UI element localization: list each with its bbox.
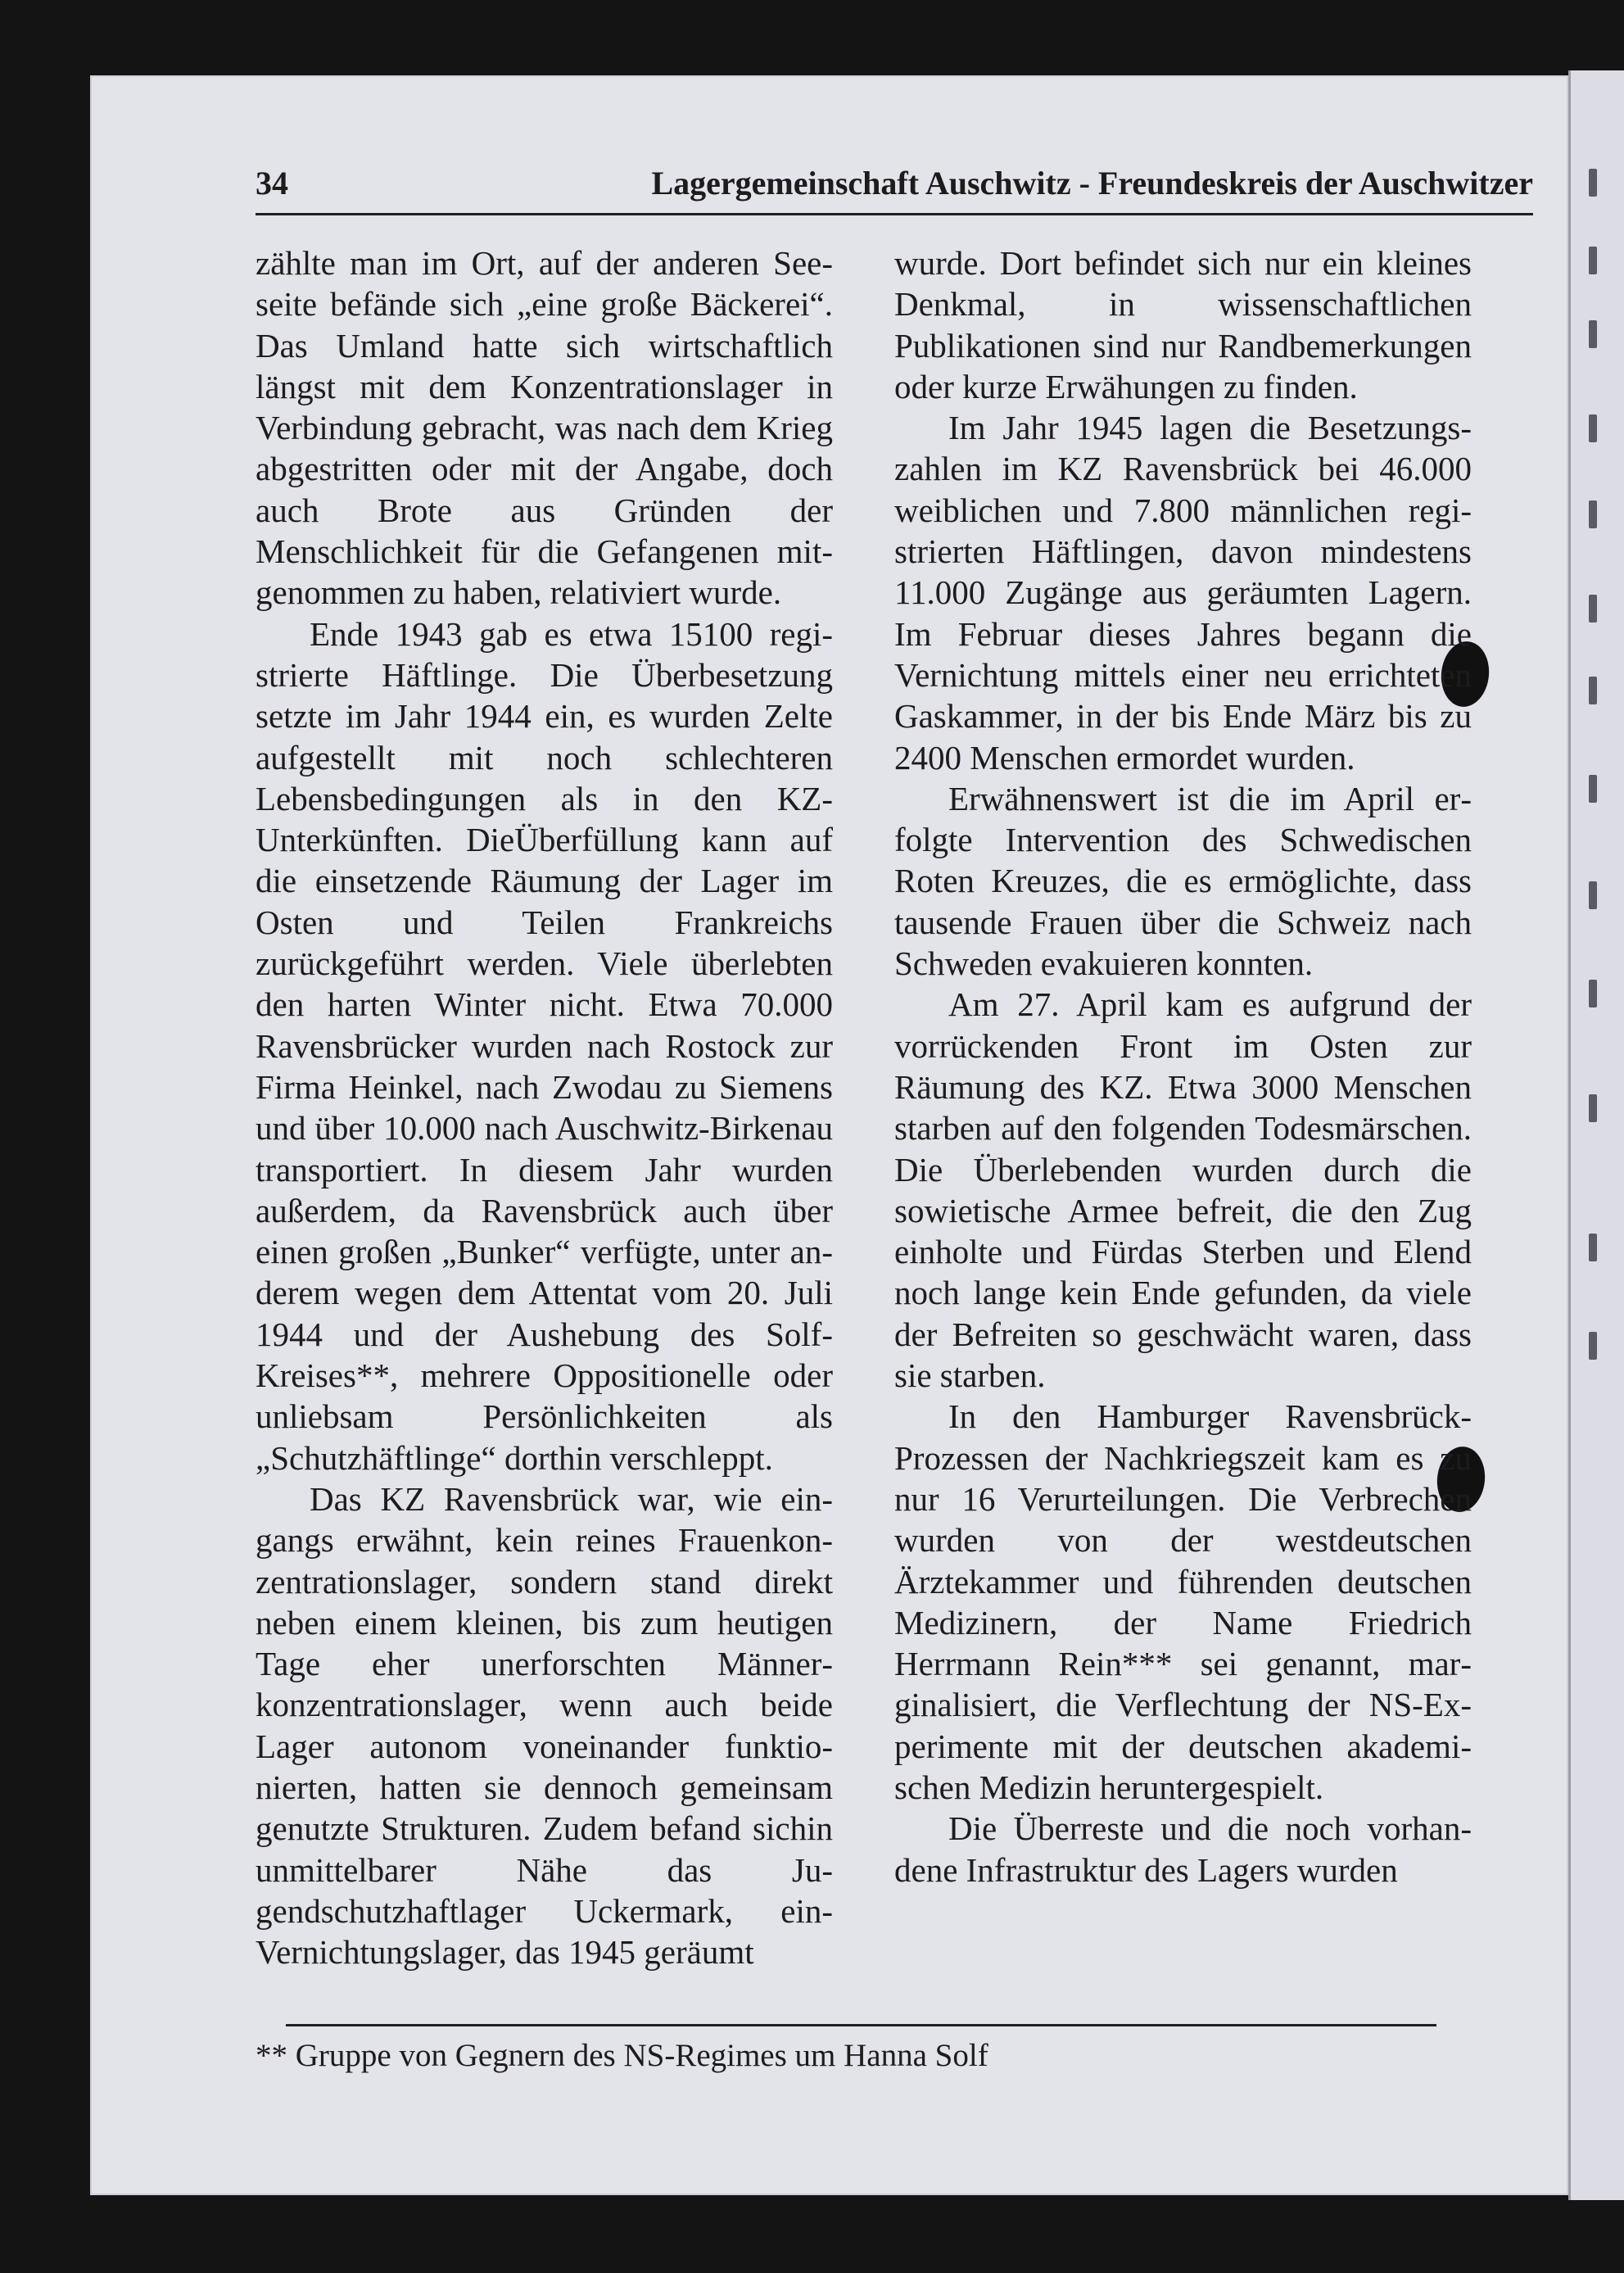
adjacent-page-text-fragment (1589, 595, 1597, 623)
adjacent-page-text-fragment (1589, 881, 1597, 909)
paragraph: Erwähnenswert ist die im April erfolgte Intervention des Schwedischen Roten Kreuzes, die es ermöglichte, dass tausende Frauen über die Schweiz nach Schweden evakuieren konnten. (894, 779, 1472, 983)
adjacent-page-text-fragment (1589, 414, 1597, 442)
page-header (256, 154, 1533, 215)
paragraph: wurde. Dort befindet sich nur ein kleines Denkmal, in wissenschaftlichen Publikationen sind nur Randbemerkungen oder kurze Erwähungen zu finden. (894, 244, 1472, 405)
adjacent-page-text-fragment (1589, 1332, 1597, 1360)
body-text (256, 242, 1472, 2012)
adjacent-page-text-fragment (1589, 775, 1597, 803)
paragraph: zählte man im Ort, auf der anderen Seeseite befände sich „eine große Bäckerei“. Das Umland hatte sich wirtschaftlich längst mit dem Konzentrationslager in Verbindung gebracht, was nach dem Krieg abgestritten oder mit der Angabe, doch auch Brote aus Gründen der Menschlichkeit für die Gefangenen mitgenommen zu haben, relativiert wurde. (256, 244, 833, 612)
adjacent-page-text-fragment (1589, 980, 1597, 1007)
footnote: ** Gruppe von Gegnern des NS-Regimes um Hanna Solf (256, 2038, 988, 2073)
adjacent-page-edge (1568, 70, 1624, 2200)
running-title: Lagergemeinschaft Auschwitz - Freundeskreis der Auschwitzer (651, 165, 1533, 201)
footnote-divider (286, 2024, 1436, 2026)
adjacent-page-text-fragment (1589, 677, 1597, 704)
adjacent-page-text-fragment (1589, 320, 1597, 348)
adjacent-page-text-fragment (1589, 1094, 1597, 1122)
paragraph: Im Jahr 1945 lagen die Besetzungszahlen im KZ Ravensbrück bei 46.000 weiblichen und 7.800 männlichen registrierten Häftlingen, davon mindestens 11.000 Zugänge aus geräumten Lagern. Im Februar dieses Jahres begann die Vernichtung mittels einer neu errichteten Gaskammer, in der bis Ende März bis zu 2400 Menschen ermordet wurden. (894, 409, 1472, 777)
left-column (256, 242, 833, 2012)
adjacent-page-text-fragment (1589, 169, 1597, 197)
page-number: 34 (256, 165, 288, 201)
adjacent-page-text-fragment (1589, 1234, 1597, 1261)
paragraph: In den Hamburger Ravensbrück-Prozessen der Nachkriegszeit kam es zu nur 16 Verurteilungen. Die Verbrechen wurden von der westdeutschen Ärztekammer und führenden deutschen Medizinern, der Name Friedrich Herrmann Rein*** sei genannt, marginalisiert, die Verflechtung der NS-Experimente mit der deutschen akademischen Medizin heruntergespielt. (894, 1397, 1472, 1806)
paragraph: Am 27. April kam es aufgrund der vorrückenden Front im Osten zur Räumung des KZ. Etwa 3000 Menschen starben auf den folgenden Todesmärschen. Die Überlebenden wurden durch die sowietische Armee befreit, die den Zug einholte und Fürdas Sterben und Elend noch lange kein Ende gefunden, da viele der Befreiten so geschwächt waren, dass sie starben. (894, 985, 1472, 1395)
paragraph: Das KZ Ravensbrück war, wie eingangs erwähnt, kein reines Frauenkonzentrationslager, sondern stand direkt neben einem kleinen, bis zum heutigen Tage eher unerforschten Männerkonzentrationslager, wenn auch beide Lager autonom voneinander funktionierten, hatten sie dennoch gemeinsam genutzte Strukturen. Zudem befand sichin unmittelbarer Nähe das Jugendschutzhaftlager Uckermark, einVernichtungslager, das 1945 geräumt (256, 1479, 833, 1972)
adjacent-page-text-fragment (1589, 500, 1597, 528)
paragraph: Die Überreste und die noch vorhandene Infrastruktur des Lagers wurden (894, 1809, 1472, 1889)
adjacent-page-text-fragment (1589, 247, 1597, 274)
right-column (894, 242, 1472, 2012)
paragraph: Ende 1943 gab es etwa 15100 registrierte Häftlinge. Die Überbesetzung setzte im Jahr 1944 ein, es wurden Zelte aufgestellt mit noch schlechteren Lebensbedingungen als in den KZ-Unterkünften. DieÜberfüllung kann auf die einsetzende Räumung der Lager im Osten und Teilen Frankreichs zurückgeführt werden. Viele überlebten den harten Winter nicht. Etwa 70.000 Ravensbrücker wurden nach Rostock zur Firma Heinkel, nach Zwodau zu Siemens und über 10.000 nach Auschwitz-Birkenau transportiert. In diesem Jahr wurden außerdem, da Ravensbrück auch über einen großen „Bunker“ verfügte, unter anderem wegen dem Attentat vom 20. Juli 1944 und der Aushebung des Solf-Kreises**, mehrere Oppositionelle oder unliebsam Persönlichkeiten als „Schutzhäftlinge“ dorthin verschleppt. (256, 614, 833, 1477)
